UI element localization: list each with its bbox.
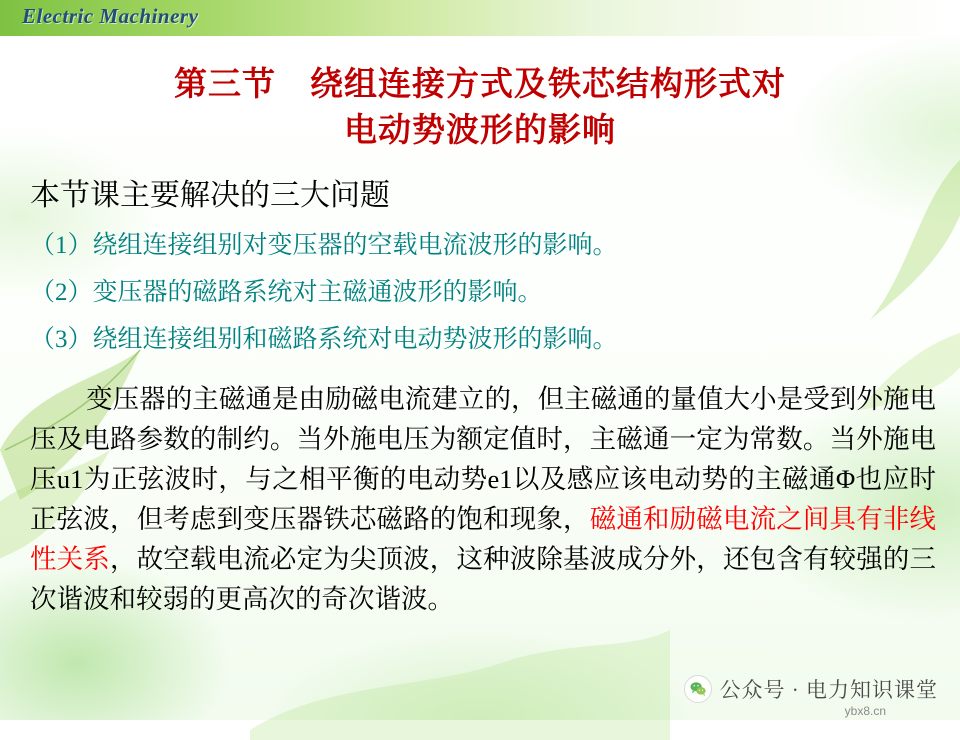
paragraph-highlight: 磁通和励磁电流之间具有非线性关系: [30, 504, 937, 574]
paragraph-part-1: 变压器的主磁通是由励磁电流建立的，但主磁通的量值大小是受到外施电压及电路参数的制约。当外施电压为额定值时，主磁通一定为常数。当外施电压u1为正弦波时，与之相平衡的电动势e1以及感应该电动势的主磁通Φ也应时正弦波，但考虑到变压器铁芯磁路的饱和现象，: [30, 384, 936, 534]
question-item-3: （3）绕组连接组别和磁路系统对电动势波形的影响。: [30, 326, 618, 353]
leaf-decoration-bottom: [250, 620, 670, 740]
watermark: [684, 674, 939, 704]
watermark-text: 公众号 · 电力知识课堂: [719, 678, 938, 702]
section-heading: 本节课主要解决的三大问题: [30, 179, 390, 212]
slide-title-section: 第三节: [174, 67, 276, 103]
paragraph-part-2: ，故空载电流必定为尖顶波，这种波除基波成分外，还包含有较强的三次谐波和较弱的更高次的奇次谐波。: [30, 544, 937, 614]
header-banner: [0, 0, 960, 36]
banner-title: Electric Machinery: [22, 4, 199, 28]
watermark-subtext: ybx8.cn: [844, 704, 886, 718]
question-item-2: （2）变压器的磁路系统对主磁通波形的影响。: [30, 279, 543, 306]
question-item-1: （1）绕组连接组别对变压器的空载电流波形的影响。: [30, 232, 618, 259]
slide-title-line2: 电动势波形的影响: [344, 113, 616, 149]
slide-body: [30, 176, 936, 619]
slide-title-line1: 绕组连接方式及铁芯结构形式对: [310, 67, 786, 103]
wechat-icon: [684, 675, 712, 703]
body-paragraph: [30, 379, 936, 619]
slide-title: [0, 62, 960, 154]
